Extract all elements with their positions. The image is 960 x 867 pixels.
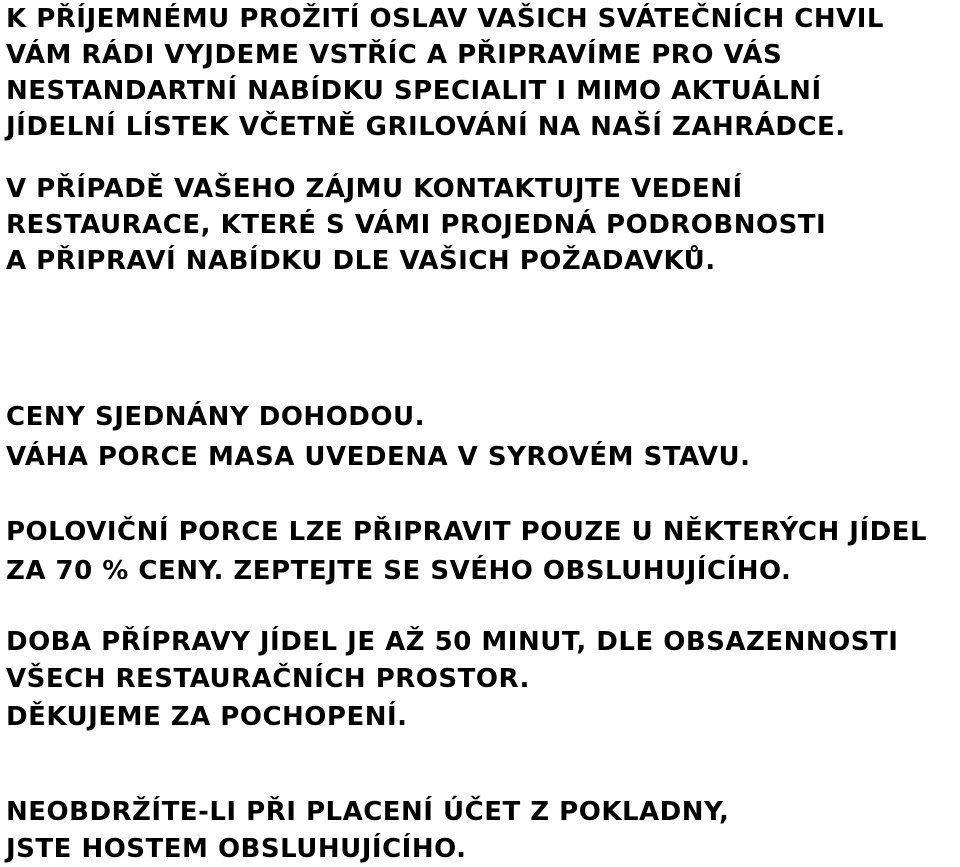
text-line: JÍDELNÍ LÍSTEK VČETNĚ GRILOVÁNÍ NA NAŠÍ ZAHRÁDCE. xyxy=(6,112,846,142)
text-line: VÁHA PORCE MASA UVEDENA V SYROVÉM STAVU. xyxy=(6,442,751,472)
text-line: JSTE HOSTEM OBSLUHUJÍCÍHO. xyxy=(6,834,467,864)
text-line: POLOVIČNÍ PORCE LZE PŘIPRAVIT POUZE U NĚKTERÝCH JÍDEL xyxy=(6,517,928,547)
text-line: NEOBDRŽÍTE-LI PŘI PLACENÍ ÚČET Z POKLADNY, xyxy=(6,797,730,827)
text-line: DOBA PŘÍPRAVY JÍDEL JE AŽ 50 MINUT, DLE OBSAZENNOSTI xyxy=(6,627,899,657)
text-line: K PŘÍJEMNÉMU PROŽITÍ OSLAV VAŠICH SVÁTEČNÍCH CHVIL xyxy=(6,4,884,34)
text-line: ZA 70 % CENY. ZEPTEJTE SE SVÉHO OBSLUHUJÍCÍHO. xyxy=(6,556,792,586)
text-line: CENY SJEDNÁNY DOHODOU. xyxy=(6,402,425,432)
text-line: DĚKUJEME ZA POCHOPENÍ. xyxy=(6,702,408,732)
text-line: V PŘÍPADĚ VAŠEHO ZÁJMU KONTAKTUJTE VEDENÍ xyxy=(6,174,743,204)
text-line: RESTAURACE, KTERÉ S VÁMI PROJEDNÁ PODROBNOSTI xyxy=(6,210,827,240)
text-line: NESTANDARTNÍ NABÍDKU SPECIALIT I MIMO AKTUÁLNÍ xyxy=(6,76,822,106)
text-line: A PŘIPRAVÍ NABÍDKU DLE VAŠICH POŽADAVKŮ. xyxy=(6,246,716,276)
text-line: VÁM RÁDI VYJDEME VSTŘÍC A PŘIPRAVÍME PRO VÁS xyxy=(6,40,783,70)
text-line: VŠECH RESTAURAČNÍCH PROSTOR. xyxy=(6,664,530,694)
